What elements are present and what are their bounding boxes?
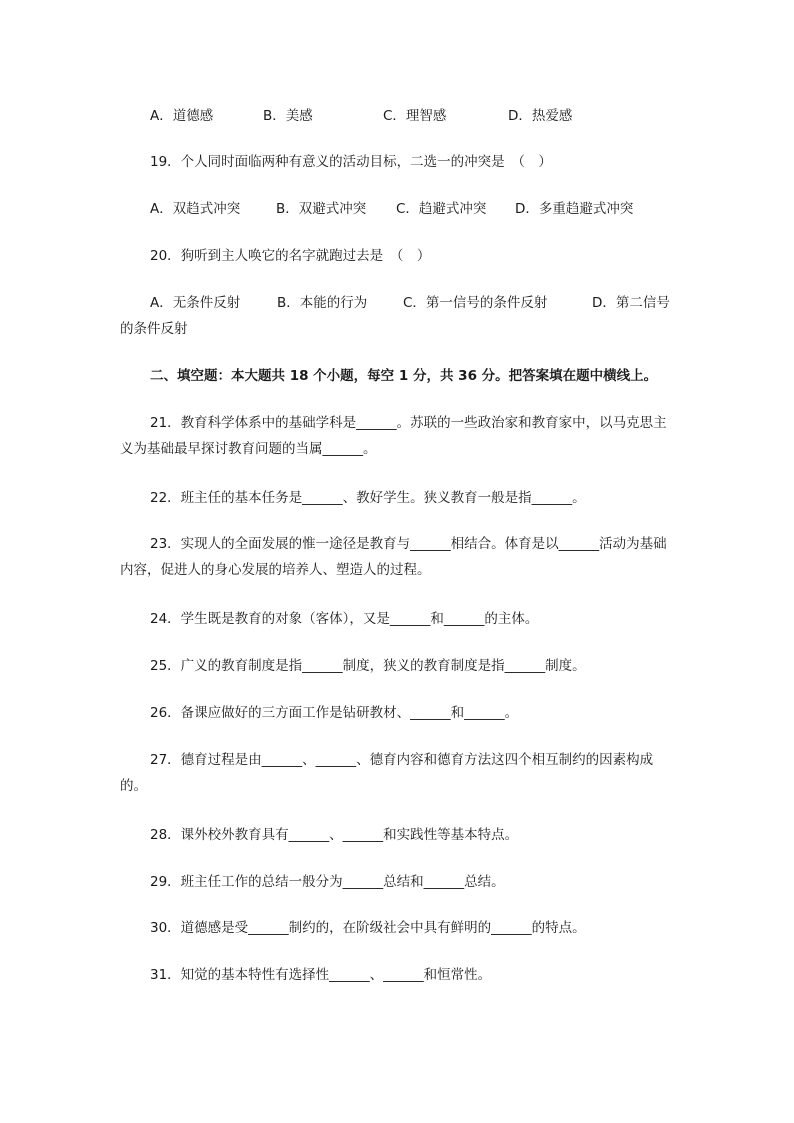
q20-option-b: B．本能的行为 (277, 295, 368, 311)
q20-option-d: D．第二信号 (592, 295, 670, 311)
q19-option-d: D．多重趋避式冲突 (515, 201, 634, 217)
q20-option-c: C．第一信号的条件反射 (403, 295, 548, 311)
q18-option-b: B．美感 (263, 108, 313, 124)
question-23: 23．实现人的全面发展的惟一途径是教育与______相结合。体育是以______活动为基础内容，促进人的身心发展的培养人、塑造人的过程。 (120, 536, 667, 578)
q18-option-a: A．道德感 (150, 108, 214, 124)
q19-option-a: A．双趋式冲突 (150, 201, 241, 217)
q20-stem: 20．狗听到主人唤它的名字就跑过去是 （ ） (150, 248, 431, 264)
q19-option-c: C．趋避式冲突 (396, 201, 487, 217)
question-21: 21．教育科学体系中的基础学科是______。苏联的一些政治家和教育家中，以马克思主义为基础最早探讨教育问题的当属______。 (120, 415, 667, 457)
q20-option-d-continuation: 的条件反射 (120, 321, 188, 337)
question-24: 24．学生既是教育的对象（客体），又是______和______的主体。 (150, 611, 539, 627)
question-27: 27．德育过程是由______、______、德育内容和德育方法这四个相互制约的因素构成的。 (120, 752, 654, 794)
q18-option-c: C．理智感 (383, 108, 447, 124)
question-29: 29．班主任工作的总结一般分为______总结和______总结。 (150, 874, 505, 890)
question-22: 22．班主任的基本任务是______、教好学生。狭义教育一般是指______。 (150, 490, 586, 506)
question-31: 31．知觉的基本特性有选择性______、______和恒常性。 (150, 967, 492, 983)
q19-stem: 19．个人同时面临两种有意义的活动目标，二选一的冲突是 （ ） (150, 154, 552, 170)
question-25: 25．广义的教育制度是指______制度，狭义的教育制度是指______制度。 (150, 658, 586, 674)
q19-option-b: B．双避式冲突 (276, 201, 367, 217)
q18-option-d: D．热爱感 (508, 108, 573, 124)
q20-option-a: A．无条件反射 (150, 295, 241, 311)
section-title-fill-in: 二、填空题：本大题共 18 个小题，每空 1 分，共 36 分。把答案填在题中横线上。 (150, 368, 658, 384)
question-26: 26．备课应做好的三方面工作是钻研教材、______和______。 (150, 705, 519, 721)
question-28: 28．课外校外教育具有______、______和实践性等基本特点。 (150, 827, 519, 843)
question-30: 30．道德感是受______制约的，在阶级社会中具有鲜明的______的特点。 (150, 920, 586, 936)
